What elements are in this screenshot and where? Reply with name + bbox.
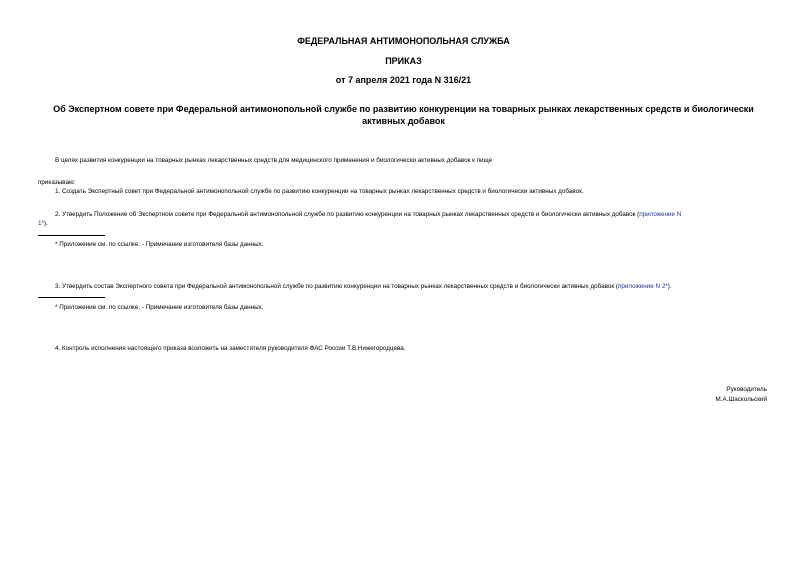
preamble: В целях развития конкуренции на товарных рынках лекарственных средств для медицинского применения и биологически активных добавок к пище xyxy=(55,157,493,164)
title-line-2: активных добавок xyxy=(362,116,445,126)
item-2-continuation xyxy=(38,219,48,228)
item-2-tail: ). xyxy=(43,220,48,227)
appendix-1-link-part-b[interactable]: 1* xyxy=(38,220,44,227)
order-word: приказываю: xyxy=(38,179,76,186)
item-3-text: 3. Утвердить состав Экспертного совета при Федеральной антимонопольной службе по развитию конкуренции на товарных рынках лекарственных средств и биологически активных добавок ( xyxy=(55,283,618,290)
item-4: 4. Контроль исполнения настоящего приказа возложить на заместителя руководителя ФАС России Т.В.Нижегородцева. xyxy=(55,345,406,352)
date-number-heading: от 7 апреля 2021 года N 316/21 xyxy=(335,75,472,85)
item-3-tail: ). xyxy=(667,283,672,290)
item-3 xyxy=(55,282,672,291)
footnote-1: * Приложение см. по ссылке. - Примечание изготовителя базы данных. xyxy=(55,241,264,248)
footnote-divider xyxy=(38,297,105,298)
appendix-1-link-part-a[interactable]: приложение N xyxy=(639,211,682,218)
item-2-text: 2. Утвердить Положение об Экспертном совете при Федеральной антимонопольной службе по развитию конкуренции на товарных рынках лекарственных средств и биологически активных добавок ( xyxy=(55,211,640,218)
item-2 xyxy=(55,210,681,219)
signature-role: Руководитель xyxy=(726,386,767,393)
agency-heading: ФЕДЕРАЛЬНАЯ АНТИМОНОПОЛЬНАЯ СЛУЖБА xyxy=(297,36,510,46)
signature-name: М.А.Шаскольский xyxy=(715,396,767,403)
doc-type-heading: ПРИКАЗ xyxy=(385,56,422,66)
item-1: 1. Создать Экспертный совет при Федеральной антимонопольной службе по развитию конкуренции на товарных рынках лекарственных средств и биологически активных добавок. xyxy=(55,188,584,195)
footnote-2: * Приложение см. по ссылке. - Примечание изготовителя базы данных. xyxy=(55,304,264,311)
appendix-2-link[interactable]: приложение N 2* xyxy=(617,283,668,290)
title-line-1: Об Экспертном совете при Федеральной антимонопольной службе по развитию конкуренции на товарных рынках лекарственных средств и биологически xyxy=(53,104,754,114)
footnote-divider xyxy=(38,235,105,236)
